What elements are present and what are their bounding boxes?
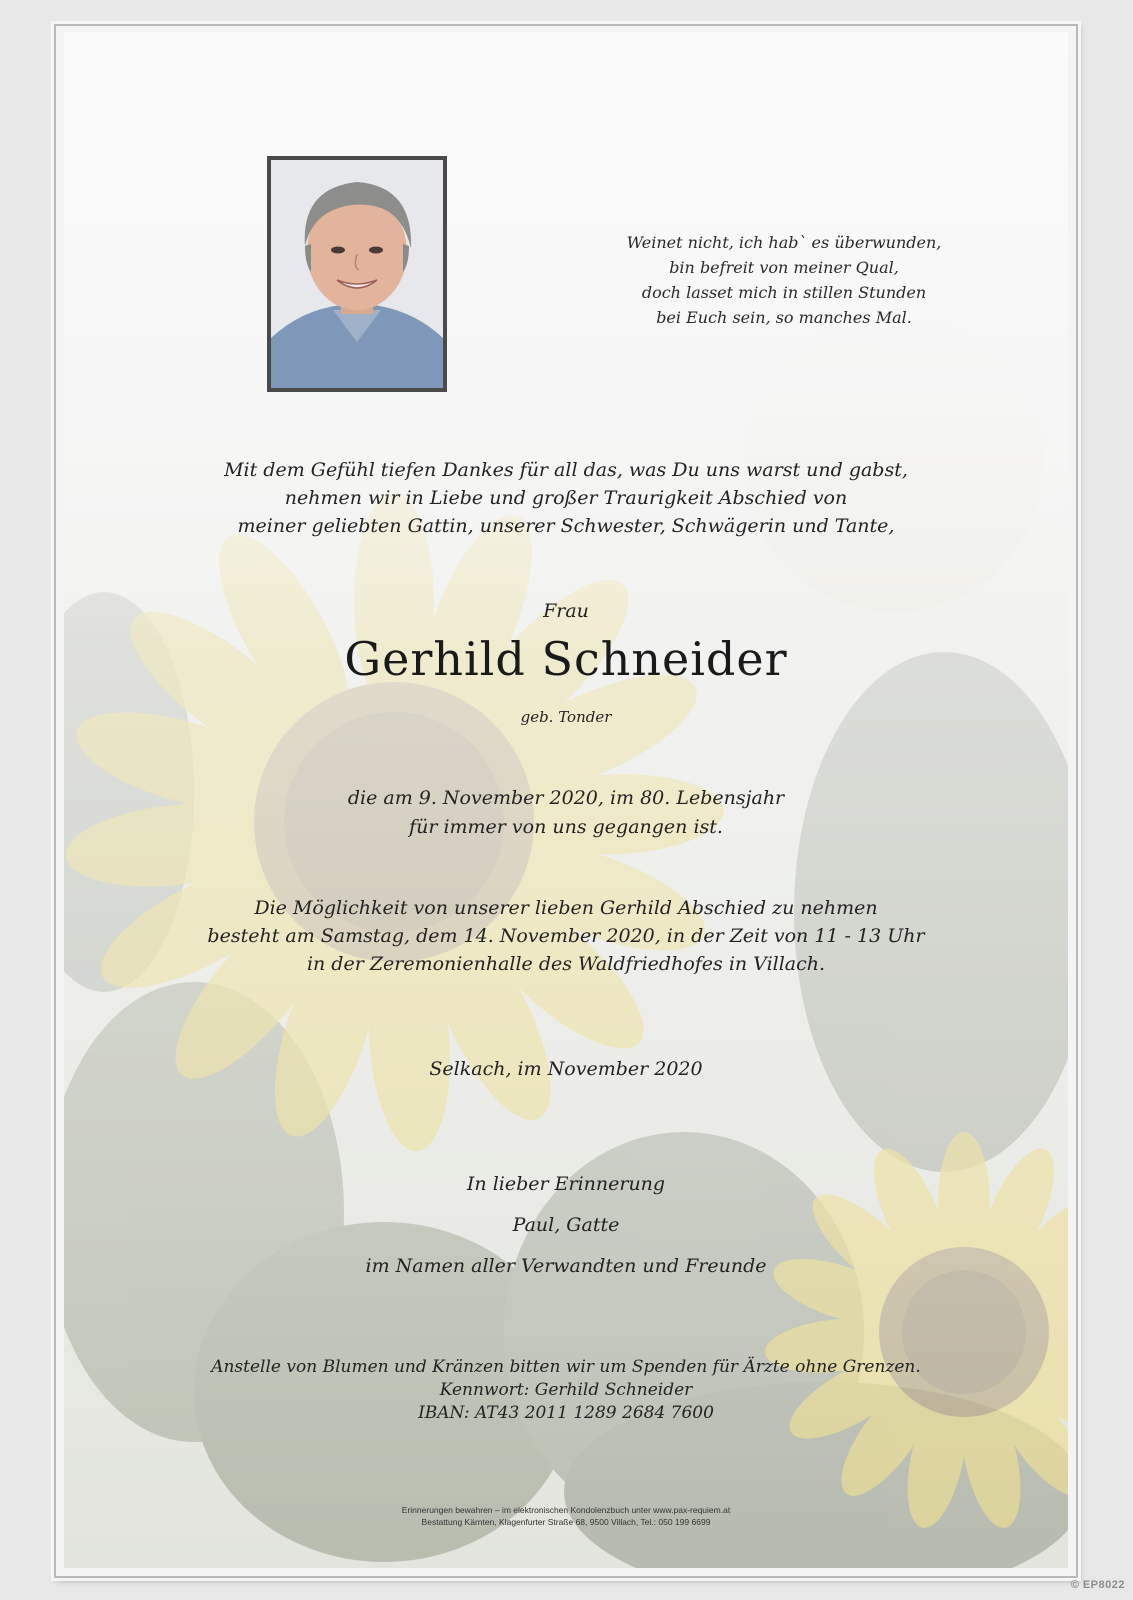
obituary-page xyxy=(54,24,1078,1578)
mourners xyxy=(64,1164,1068,1287)
donation-line: Anstelle von Blumen und Kränzen bitten wir um Spenden für Ärzte ohne Grenzen. xyxy=(211,1357,921,1377)
mourners-line: Paul, Gatte xyxy=(512,1214,620,1236)
poem xyxy=(584,230,984,330)
poem-line: bin befreit von meiner Qual, xyxy=(669,258,899,277)
template-code: © EP8022 xyxy=(1070,1579,1125,1591)
death-line: die am 9. November 2020, im 80. Lebensjahr xyxy=(347,787,785,809)
obituary-content xyxy=(64,32,1068,1568)
poem-line: Weinet nicht, ich hab` es überwunden, xyxy=(626,233,942,252)
deceased-name: Gerhild Schneider xyxy=(344,632,788,686)
donation-line: IBAN: AT43 2011 1289 2684 7600 xyxy=(418,1403,714,1423)
donation-request xyxy=(64,1356,1068,1425)
intro-line: meiner geliebten Gattin, unserer Schwester, Schwägerin und Tante, xyxy=(237,515,895,537)
mourners-line: In lieber Erinnerung xyxy=(466,1173,666,1195)
salutation: Frau xyxy=(543,600,589,622)
maiden-name: geb. Tonder xyxy=(520,708,612,726)
portrait-image xyxy=(271,160,443,388)
place-date: Selkach, im November 2020 xyxy=(429,1058,703,1080)
intro-line: Mit dem Gefühl tiefen Dankes für all das, was Du uns warst und gabst, xyxy=(224,459,908,481)
farewell-line: in der Zeremonienhalle des Waldfriedhofes in Villach. xyxy=(306,953,826,975)
footer-line: Erinnerungen bewahren – im elektronischen Kondolenzbuch unter www.pax-requiem.at xyxy=(401,1505,731,1515)
footer-line: Bestattung Kärnten, Klagenfurter Straße 68, 9500 Villach, Tel.: 050 199 6699 xyxy=(421,1517,711,1527)
funeral-home-footer xyxy=(64,1504,1068,1528)
portrait-photo xyxy=(267,156,447,392)
farewell-line: Die Möglichkeit von unserer lieben Gerhild Abschied zu nehmen xyxy=(254,897,878,919)
poem-line: bei Euch sein, so manches Mal. xyxy=(656,308,912,327)
death-notice xyxy=(64,784,1068,842)
farewell-line: besteht am Samstag, dem 14. November 2020, in der Zeit von 11 - 13 Uhr xyxy=(207,925,925,947)
death-line: für immer von uns gegangen ist. xyxy=(409,816,723,838)
mourners-line: im Namen aller Verwandten und Freunde xyxy=(365,1255,767,1277)
donation-line: Kennwort: Gerhild Schneider xyxy=(439,1380,693,1400)
farewell-info xyxy=(64,894,1068,978)
poem-line: doch lasset mich in stillen Stunden xyxy=(641,283,927,302)
intro-text xyxy=(64,456,1068,540)
intro-line: nehmen wir in Liebe und großer Traurigkeit Abschied von xyxy=(284,487,848,509)
